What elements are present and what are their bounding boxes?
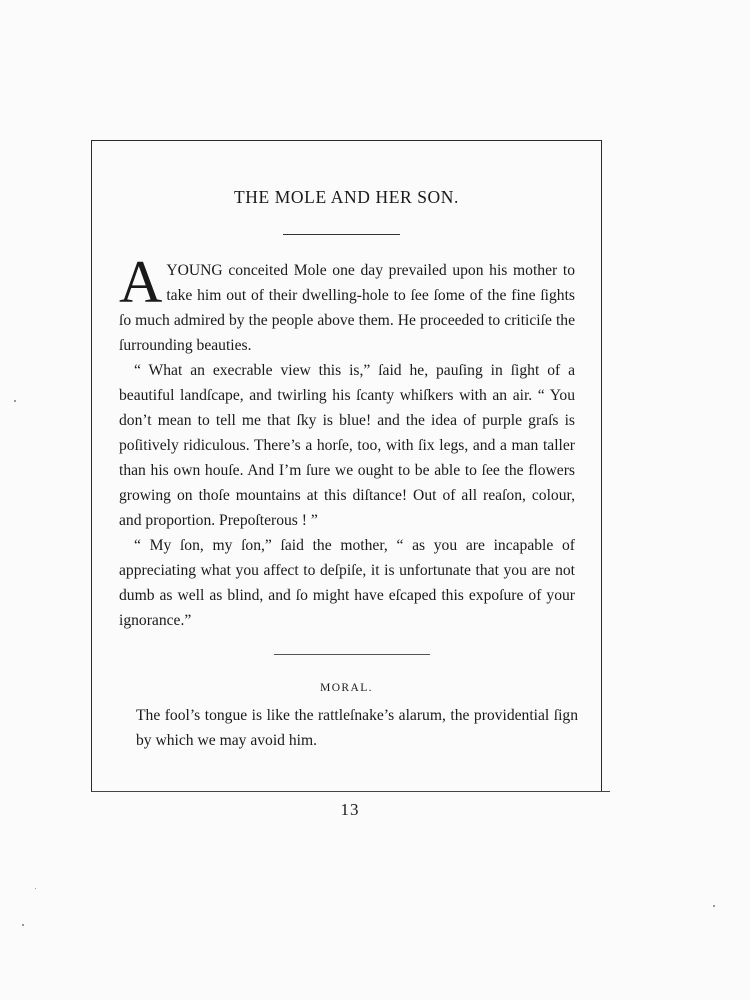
drop-cap: A bbox=[119, 249, 163, 315]
paragraph-2: “ What an execrable view this is,” ſaid he, pauſing in ſight of a beautiful landſcape, and twirling his ſcanty whiſkers with an air. “ You don’t mean to tell me that ſky is blue! and the idea of purple graſs is poſitively ridiculous. There’s a horſe, too, with ſix legs, and a man taller than his own houſe. And I’m ſure we ought to be able to ſee the flowers growing on thoſe mountains at this diſtance! Out of all reaſon, colour, and proportion. Prepoſterous ! ” bbox=[119, 362, 575, 529]
moral-text: The fool’s tongue is like the rattleſnake’s alarum, the providential ſign by which we may avoid him. bbox=[136, 707, 578, 749]
moral-divider bbox=[274, 654, 430, 655]
page-number: 13 bbox=[340, 800, 360, 819]
title-divider bbox=[283, 234, 400, 235]
scan-speck bbox=[22, 924, 24, 926]
first-word: YOUNG bbox=[166, 262, 223, 279]
scan-speck bbox=[713, 905, 715, 907]
fable-title: THE MOLE AND HER SON. bbox=[233, 187, 460, 207]
moral-heading: MORAL. bbox=[320, 682, 373, 694]
scan-speck bbox=[14, 400, 16, 402]
scan-speck bbox=[35, 888, 36, 889]
frame-bottom-rule bbox=[91, 791, 610, 792]
fable-body bbox=[119, 249, 575, 633]
paragraph-1 bbox=[119, 249, 575, 358]
paragraph-1-text: conceited Mole one day prevailed upon his mother to take him out of their dwelling-hole to ſee ſome of the fine ſights ſo much admired by the people above them. He proceeded to criticiſe the ſurrounding beauties. bbox=[119, 262, 575, 354]
paragraph-3: “ My ſon, my ſon,” ſaid the mother, “ as you are incapable of appreciating what you affect to deſpiſe, it is unfortunate that you are not dumb as well as blind, and ſo might have eſcaped this expoſure of your ignorance.” bbox=[119, 537, 575, 629]
